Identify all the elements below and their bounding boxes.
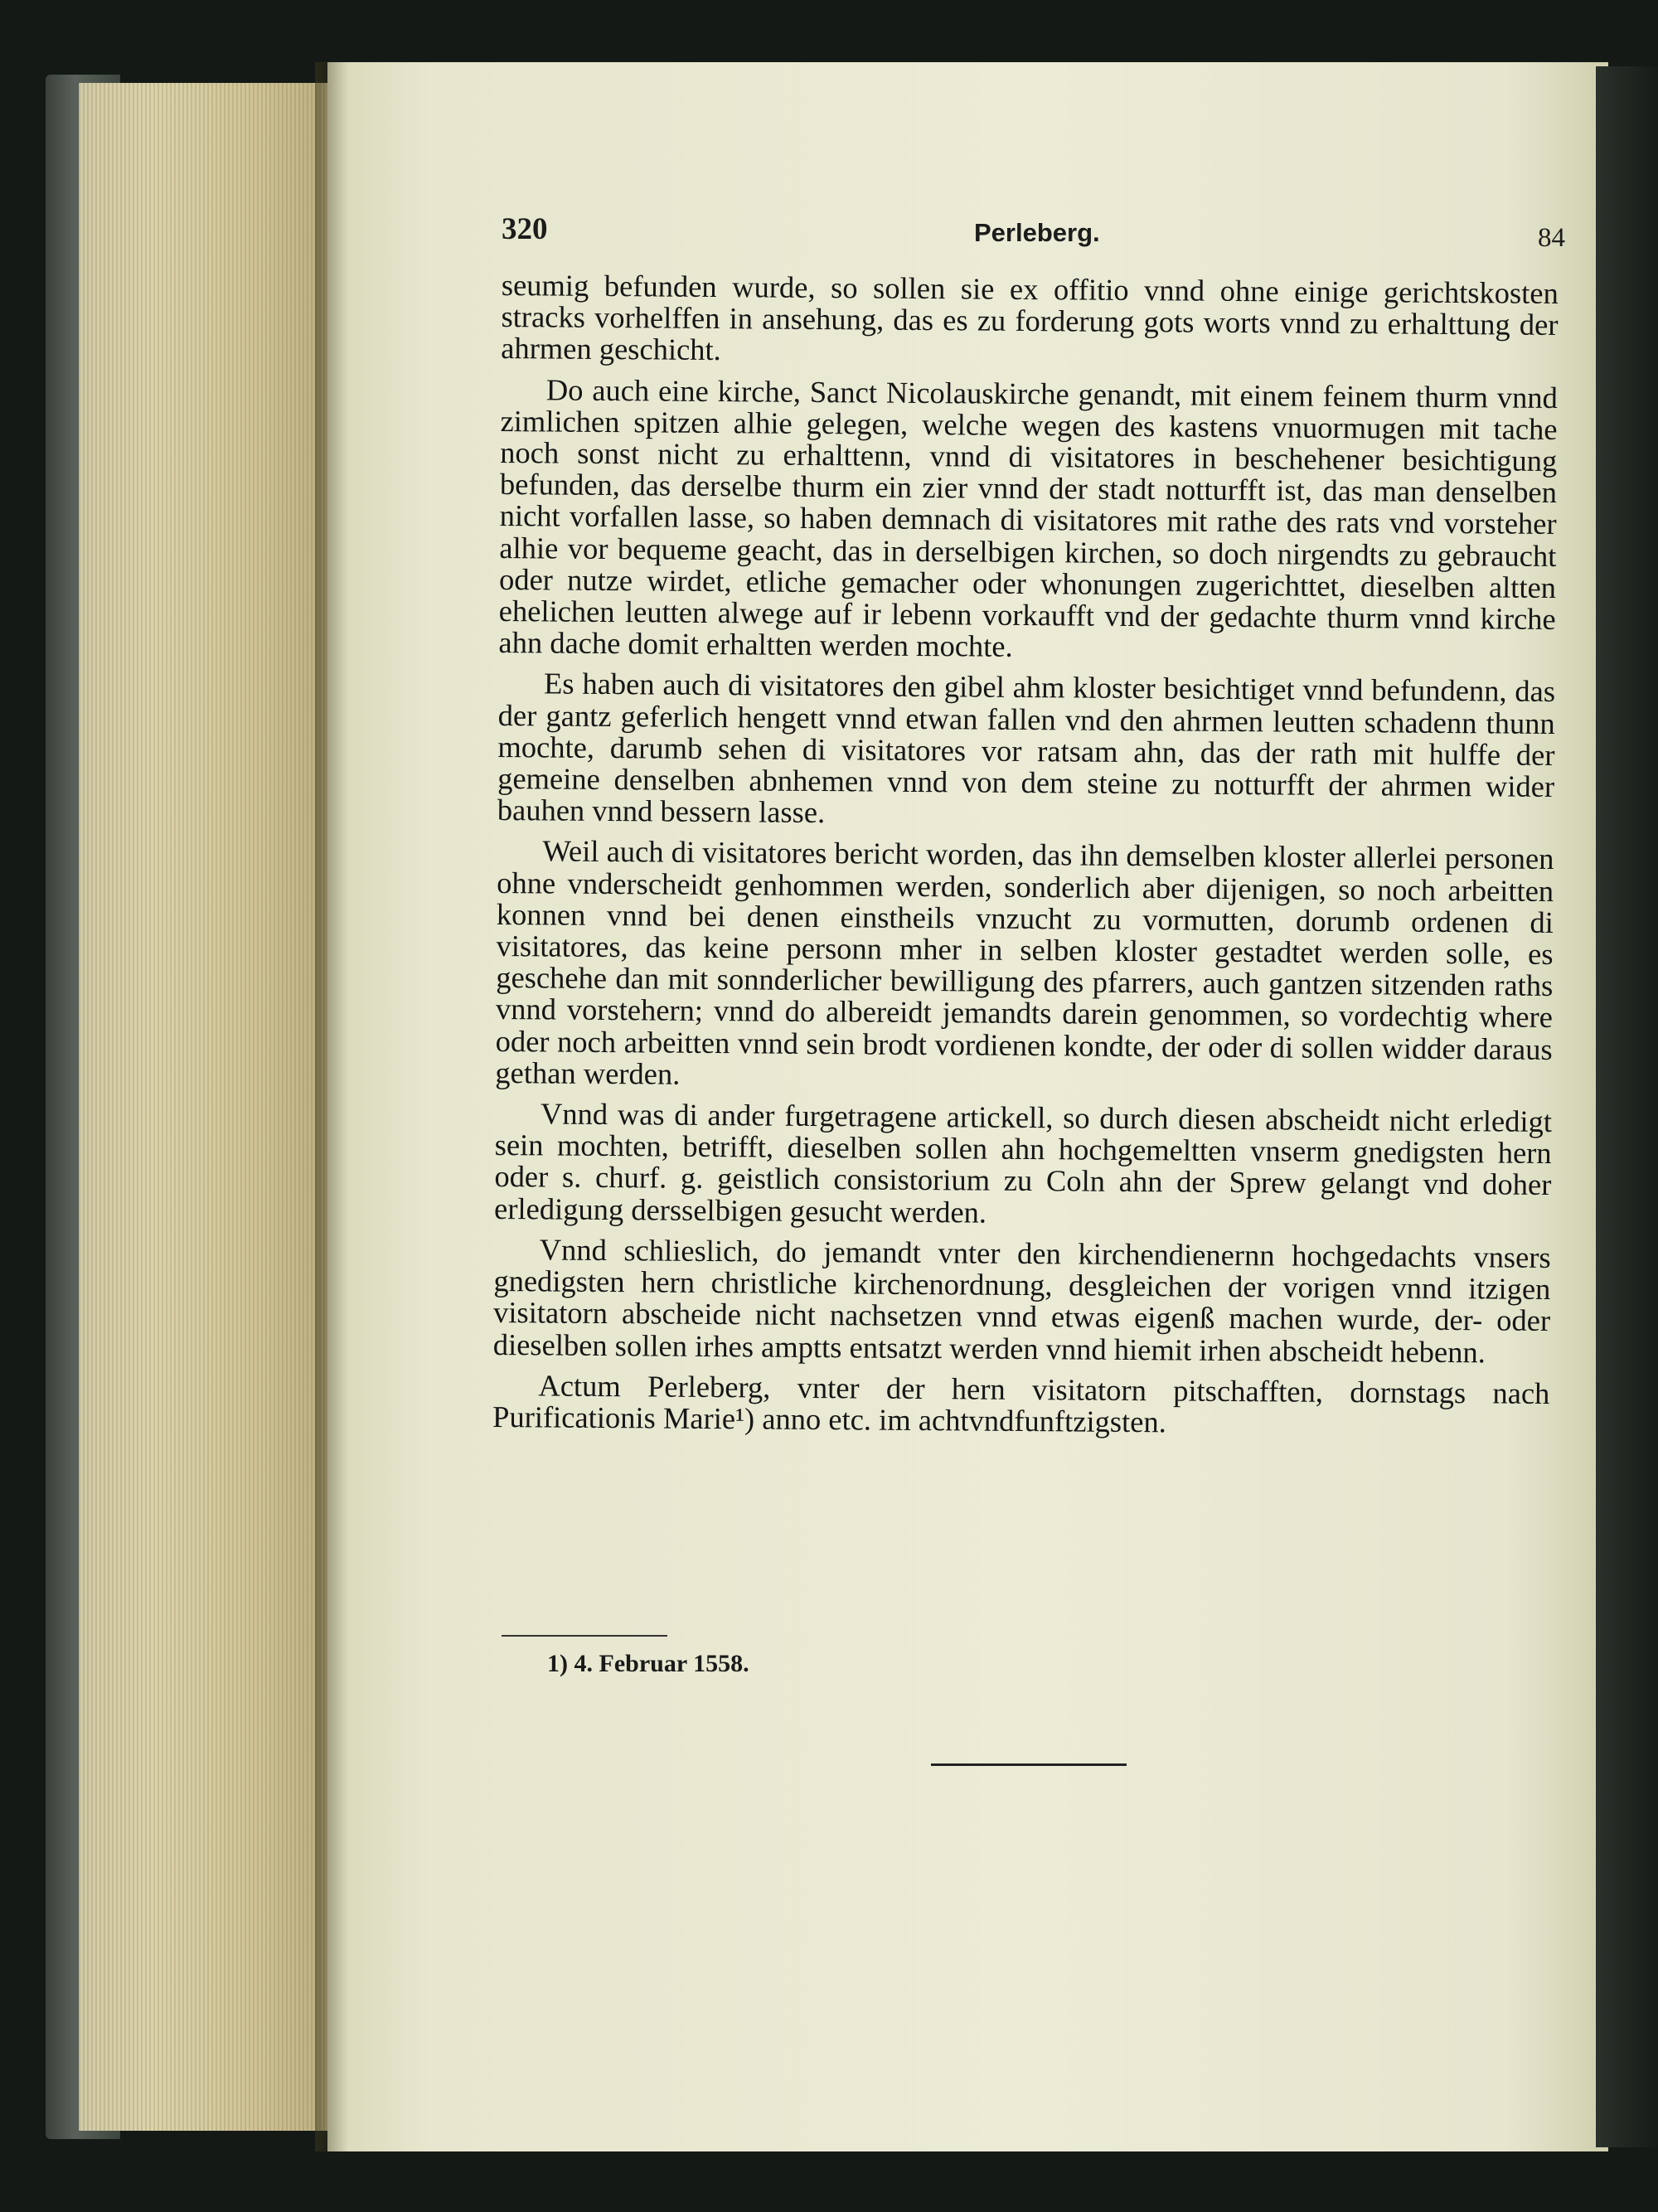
book-page-edges bbox=[79, 83, 327, 2131]
paragraph: Actum Perleberg, vnter der hern visitatorn pitschafften, dornstags nach Purificationis Marie¹) anno etc. im achtvndfunftzigsten. bbox=[492, 1368, 1550, 1439]
running-head bbox=[502, 211, 1579, 253]
section-end-rule bbox=[931, 1763, 1127, 1766]
right-cover bbox=[1596, 66, 1658, 2147]
gutter-shadow bbox=[315, 62, 348, 2151]
running-title: Perleberg. bbox=[974, 218, 1100, 247]
paragraph: Es haben auch di visitatores den gibel ahm kloster besichtiget vnnd befundenn, das der gantz geferlich hengett vnnd etwan fallen vnd den ahrmen leutten schadenn thunn mochte, darumb sehen di visitatores vor ratsam ahn, das der rath mit hulffe der gemeine denselben abnhemen vnnd von dem steine zu notturfft der ahrmen wider bauhen vnnd bessern lasse. bbox=[497, 666, 1556, 830]
paragraph: Weil auch di visitatores bericht worden, das ihn demselben kloster allerlei personen ohne vnderscheidt genhommen werden, sonderlich aber dijenigen, so noch arbeitten konnen vnnd bei denen einstheils vnzucht zu vormutten, dorumb ordenen di visitatores, das keine personn mher in selben kloster gestadtet werden solle, es geschehe dan mit sonnderlicher bewilligung des pfarrers, auch gantzen sitzenden raths vnnd vorstehern; vnnd do albereidt jemandts darein genommen, so vordechtig where oder noch arbeitten vnnd sein brodt vordienen kondte, der oder di sollen widder daraus gethan werden. bbox=[495, 833, 1554, 1091]
paragraph: Vnnd was di ander furgetragene artickell, so durch diesen abscheidt nicht erledigt sein mochten, betrifft, dieselben sollen ahn hochgemeltten vnserm gnedigsten hern oder s. churf. g. geistlich consistorium zu Coln ahn der Sprew gelangt vnd doher erledigung dersselbigen gesucht werden. bbox=[493, 1096, 1553, 1230]
footnote: 1) 4. Februar 1558. bbox=[547, 1650, 749, 1677]
page-number: 320 bbox=[502, 212, 548, 246]
footnote-rule bbox=[502, 1635, 667, 1637]
folio-number: 84 bbox=[1538, 223, 1565, 253]
paragraph: seumig befunden wurde, so sollen sie ex offitio vnnd ohne einige gerichtskosten stracks vorhelffen in ansehung, das es zu forderung gots worts vnnd zu erhalttung der ahrmen geschicht. bbox=[501, 268, 1559, 367]
paragraph: Do auch eine kirche, Sanct Nicolauskirche genandt, mit einem feinem thurm vnnd zimlichen spitzen alhie gelegen, welche wegen des kastens vnuormugen mit tache noch sonst nicht zu erhalttenn, vnnd di visitatores in beschehener besichtigung befunden, das derselbe thurm ein zier vnnd der stadt notturfft ist, das man denselben nicht vorfallen lasse, so haben demnach di visitatores mit rathe des rats vnd vorsteher alhie vor bequeme geacht, das in derselbigen kirchen, so doch nirgendts zu gebraucht oder nutze wirdet, etliche gemacher oder whonungen zugerichttet, dieselben altten ehelichen leutten alwege auf ir lebenn vorkaufft vnd der gedachte thurm vnnd kirche ahn dache domit erhaltten werden mochte. bbox=[498, 372, 1558, 664]
body-text bbox=[492, 269, 1559, 1450]
paragraph: Vnnd schlieslich, do jemandt vnter den kirchendienernn hochgedachts vnsers gnedigsten hern christliche kirchenordnung, desgleichen der vorigen vnnd itzigen visitatorn abscheide nicht nachsetzen vnnd etwas eigenß machen wurde, der- oder dieselben sollen irhes amptts entsatzt werden vnnd hiemit irhen abscheidt hebenn. bbox=[492, 1232, 1551, 1369]
